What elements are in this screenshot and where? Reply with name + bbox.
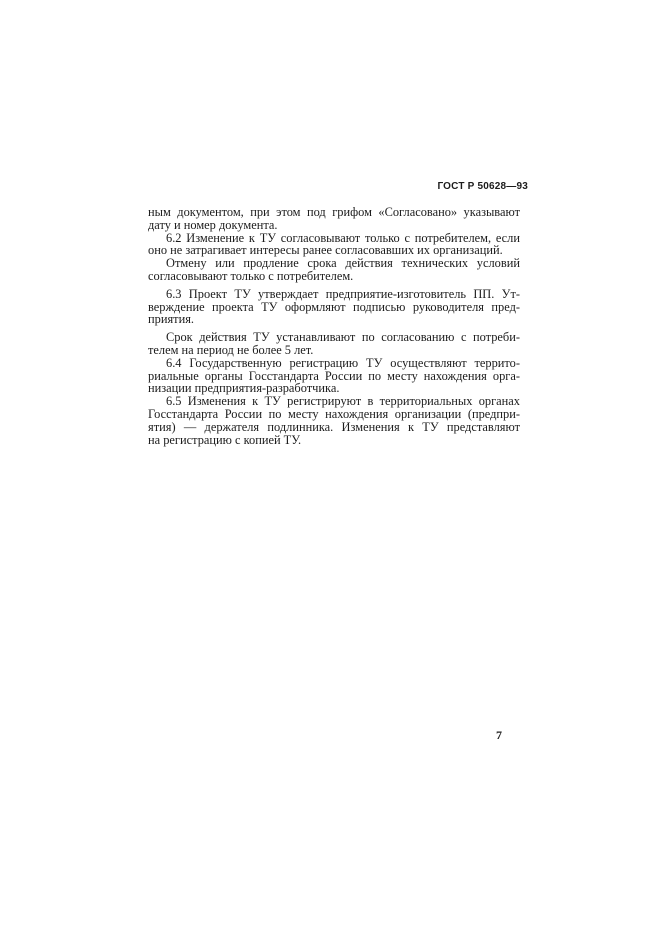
text-line: 6.5 Изменения к ТУ регистрируют в территориальных органах [166,394,520,409]
paragraph-cancellation [148,257,520,283]
document-code-header: ГОСТ Р 50628—93 [437,181,528,192]
text-line: ятия) — держателя подлинника. Изменения к ТУ представляют [148,419,520,434]
text-line: 6.3 Проект ТУ утверждает предприятие-изготовитель ПП. Ут- [166,286,520,301]
text-line: риальные органы Госстандарта России по месту нахождения орга- [148,368,520,383]
paragraph-6-2 [148,232,520,258]
text-line: дату и номер документа. [148,217,278,232]
text-line: на регистрацию с копией ТУ. [148,432,302,447]
text-line: Отмену или продление срока действия технических условий [166,256,520,271]
text-line: согласовывают только с потребителем. [148,268,354,283]
page-number: 7 [496,728,502,742]
text-line: телем на период не более 5 лет. [148,342,314,357]
paragraph-validity-period [148,331,520,357]
text-line: верждение проекта ТУ оформляют подписью руководителя пред- [148,299,520,314]
text-line: 6.2 Изменение к ТУ согласовывают только с потребителем, если [166,230,520,245]
text-line: приятия. [148,312,194,327]
text-line: оно не затрагивает интересы ранее согласовавших их организаций. [148,243,503,258]
text-line: Срок действия ТУ устанавливают по согласованию с потреби- [166,330,520,345]
paragraph-continuation [148,206,520,232]
text-line: Госстандарта России по месту нахождения организации (предпри- [148,406,520,421]
text-line: ным документом, при этом под грифом «Согласовано» указывают [148,205,520,219]
text-line: 6.4 Государственную регистрацию ТУ осуществляют террито- [166,355,520,370]
paragraph-6-3 [148,288,520,326]
document-body [148,206,520,446]
text-line: низации предприятия-разработчика. [148,381,340,396]
paragraph-6-5 [148,395,520,446]
paragraph-6-4 [148,357,520,395]
